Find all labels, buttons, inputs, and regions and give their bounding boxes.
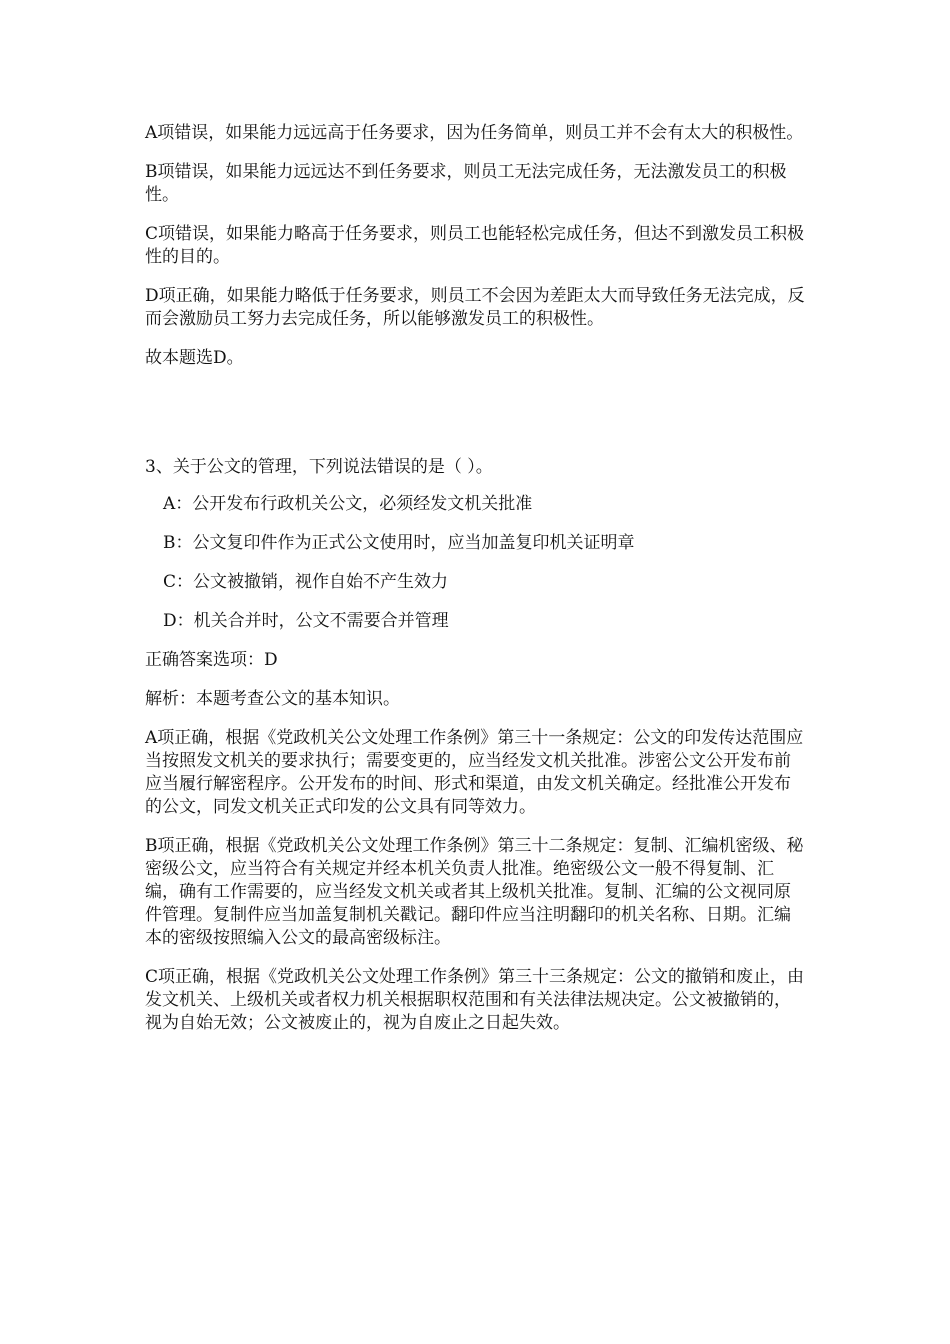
explanation-paragraph-a: A项错误，如果能力远远高于任务要求，因为任务简单，则员工并不会有太大的积极性。	[145, 123, 804, 143]
explanation-paragraph-d: D项正确，如果能力略低于任务要求，则员工不会因为差距太大而导致任务无法完成，反而会激励员工努力去完成任务，所以能够激发员工的积极性。	[145, 286, 805, 329]
option-d: D：机关合并时，公文不需要合并管理	[163, 611, 449, 631]
explanation-c: C项正确，根据《党政机关公文处理工作条例》第三十三条规定：公文的撤销和废止，由发文机关、上级机关或者权力机关根据职权范围和有关法律法规决定。公文被撤销的，视为自始无效；公文被废止的，视为自废止之日起失效。	[145, 967, 805, 1033]
explanation-b: B项正确，根据《党政机关公文处理工作条例》第三十二条规定：复制、汇编机密级、秘密级公文，应当符合有关规定并经本机关负责人批准。绝密级公文一般不得复制、汇编，确有工作需要的，应当经发文机关或者其上级机关批准。复制、汇编的公文视同原件管理。复制件应当加盖复制机关戳记。翻印件应当注明翻印的机关名称、日期。汇编本的密级按照编入公文的最高密级标注。	[145, 836, 804, 948]
explanation-paragraph-b: B项错误，如果能力远远达不到任务要求，则员工无法完成任务，无法激发员工的积极性。	[145, 162, 787, 205]
explanation-a: A项正确，根据《党政机关公文处理工作条例》第三十一条规定：公文的印发传达范围应当按照发文机关的要求执行；需要变更的，应当经发文机关批准。涉密公文公开发布前应当履行解密程序。公开发布的时间、形式和渠道，由发文机关确定。经批准公开发布的公文，同发文机关正式印发的公文具有同等效力。	[145, 728, 804, 817]
explanation-paragraph-c: C项错误，如果能力略高于任务要求，则员工也能轻松完成任务，但达不到激发员工积极性的目的。	[145, 224, 805, 267]
correct-answer: 正确答案选项：D	[145, 650, 278, 670]
document-page	[145, 122, 805, 1051]
option-b: B：公文复印件作为正式公文使用时，应当加盖复印机关证明章	[163, 533, 635, 553]
section-gap	[145, 386, 805, 456]
conclusion-text: 故本题选D。	[145, 348, 244, 368]
analysis-text: 解析：本题考查公文的基本知识。	[145, 689, 400, 709]
option-a: A：公开发布行政机关公文，必须经发文机关批准	[163, 494, 533, 514]
option-c: C：公文被撤销，视作自始不产生效力	[163, 572, 449, 592]
question-stem: 3、关于公文的管理，下列说法错误的是（ ）。	[145, 457, 493, 477]
